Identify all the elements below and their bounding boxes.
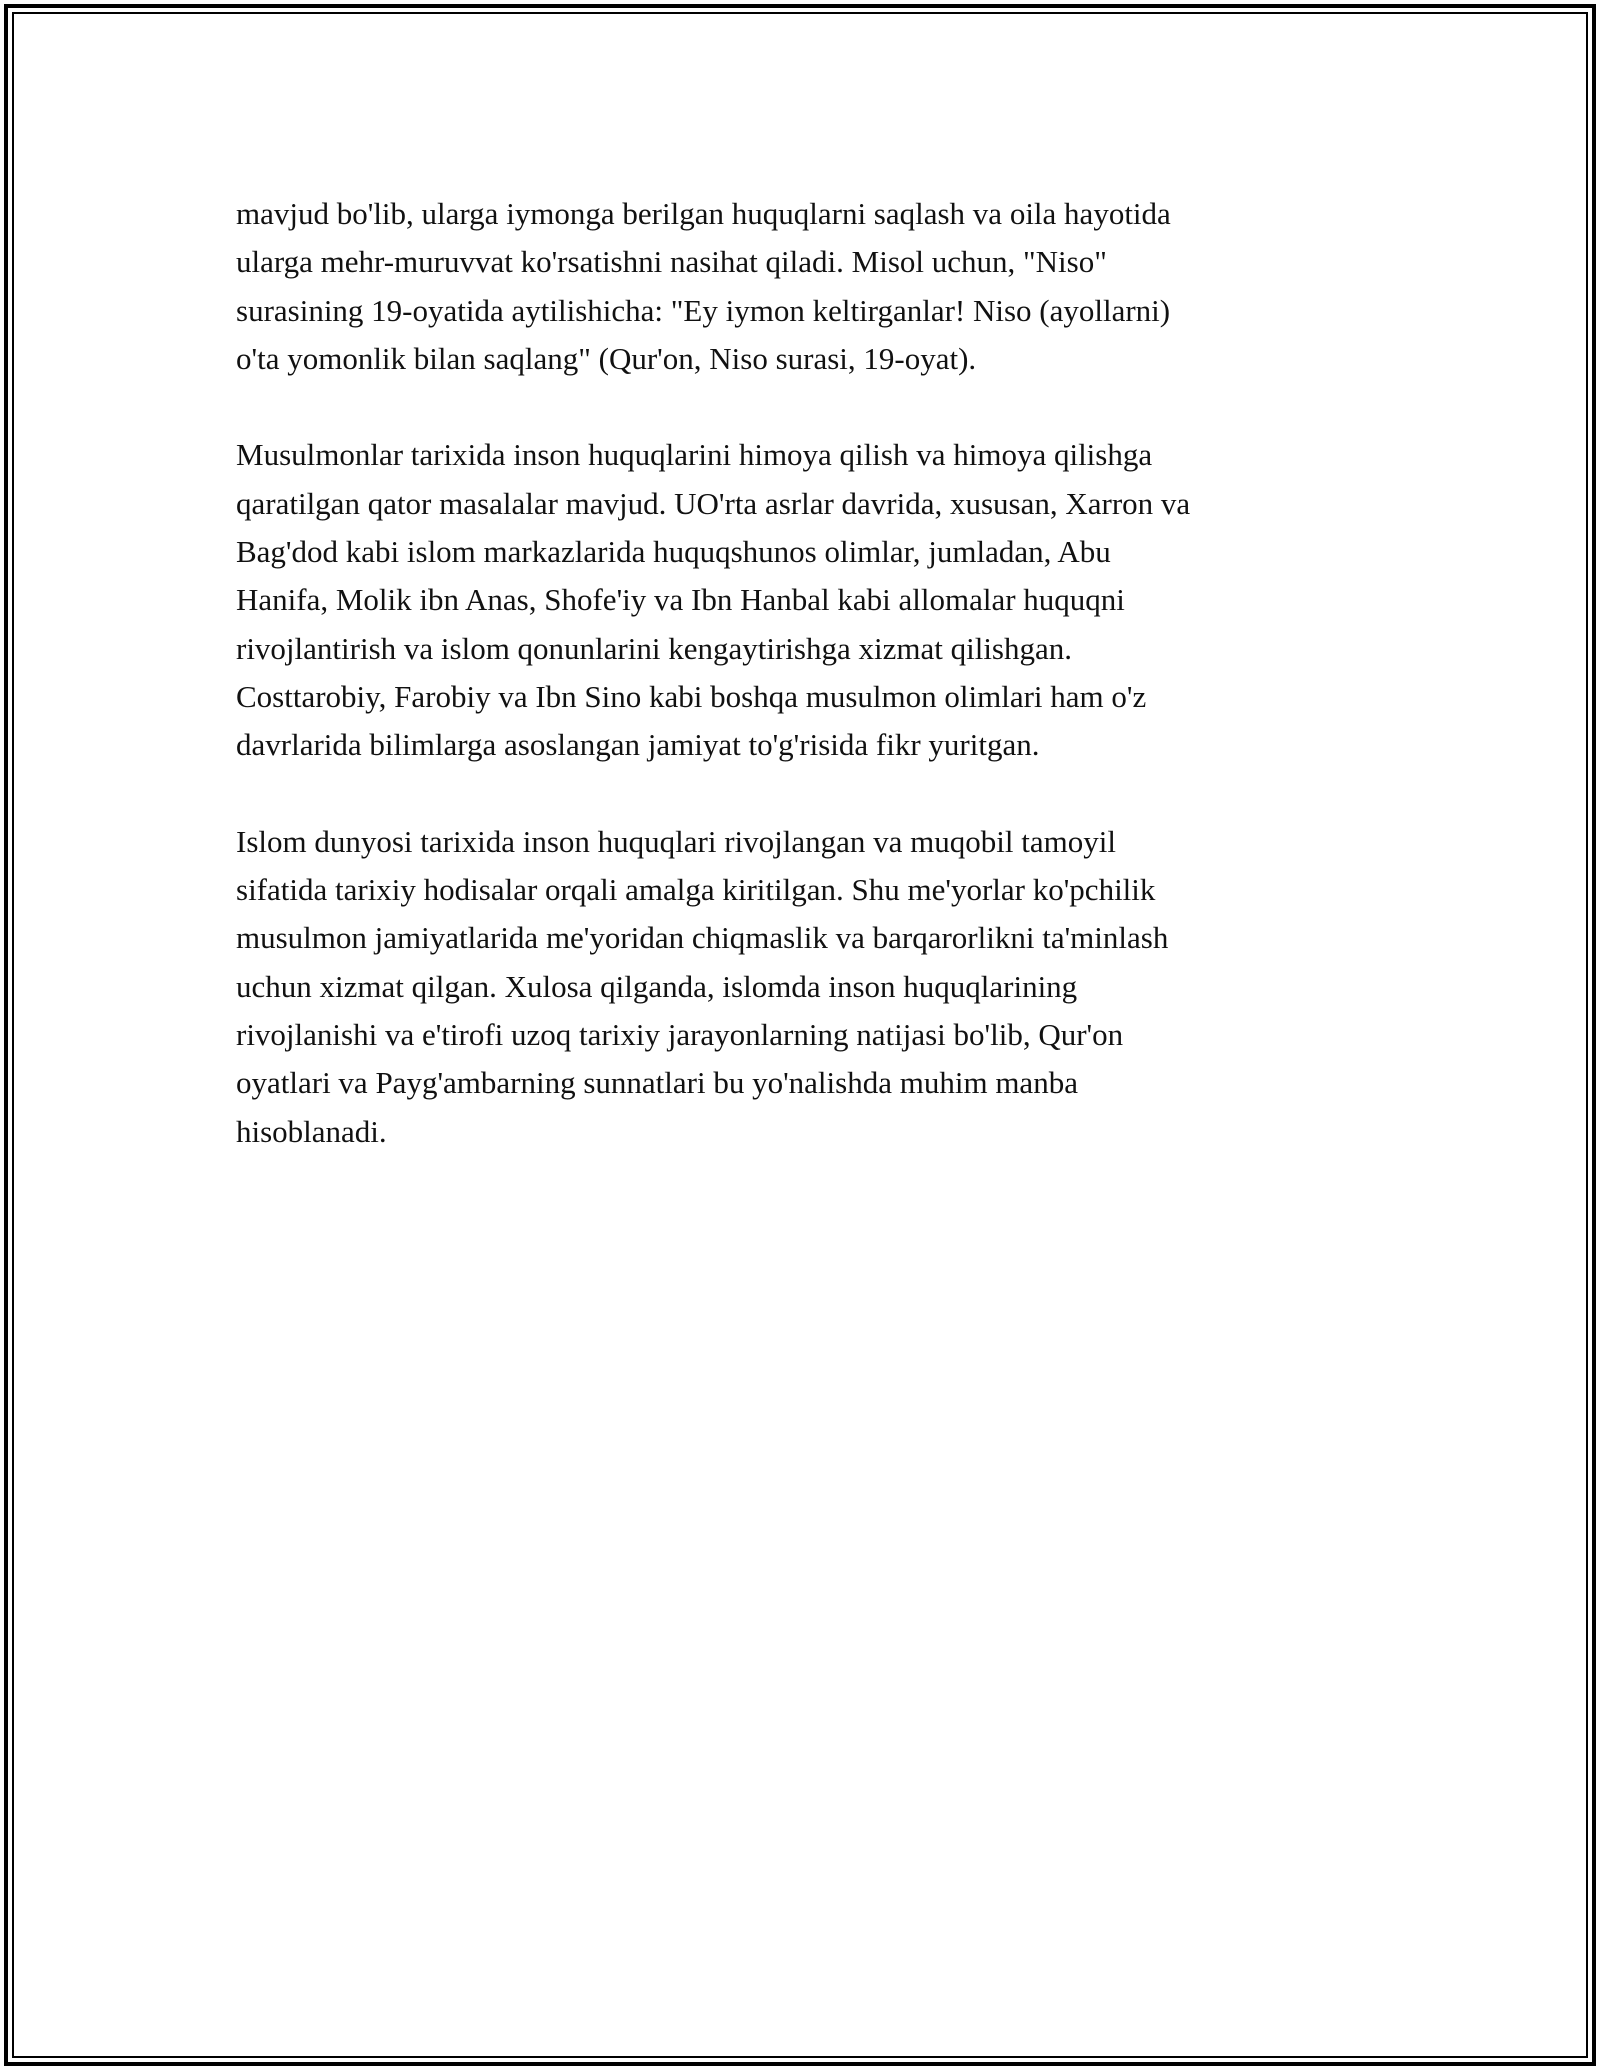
paragraph-2: Musulmonlar tarixida inson huquqlarini himoya qilish va himoya qilishga qaratilgan qator masalalar mavjud. UO'rta asrlar davrida, xususan, Xarron va Bag'dod kabi islom markazlarida huquqshunos olimlar, jumladan, Abu Hanifa, Molik ibn Anas, Shofe'iy va Ibn Hanbal kabi allomalar huquqni rivojlantirish va islom qonunlarini kengaytirishga xizmat qilishgan. Costtarobiy, Farobiy va Ibn Sino kabi boshqa musulmon olimlari ham o'z davrlarida bilimlarga asoslangan jamiyat to'g'risida fikr yuritgan. — [236, 437, 1191, 763]
paragraph-3: Islom dunyosi tarixida inson huquqlari rivojlangan va muqobil tamoyil sifatida tarixiy hodisalar orqali amalga kiritilgan. Shu me'yorlar ko'pchilik musulmon jamiyatlarida me'yoridan chiqmaslik va barqarorlikni ta'minlash uchun xizmat qilgan. Xulosa qilganda, islomda inson huquqlarining rivojlanishi va e'tirofi uzoq tarixiy jarayonlarning natijasi bo'lib, Qur'on oyatlari va Payg'ambarning sunnatlari bu yo'nalishda muhim manba hisoblanadi. — [236, 823, 1169, 1149]
document-body — [236, 190, 1376, 1204]
paragraph-1: mavjud bo'lib, ularga iymonga berilgan huquqlarni saqlash va oila hayotida ularga mehr-muruvvat ko'rsatishni nasihat qiladi. Misol uchun, "Niso" surasining 19-oyatida aytilishicha: "Ey iymon keltirganlar! Niso (ayollarni) o'ta yomonlik bilan saqlang" (Qur'on, Niso surasi, 19-oyat). — [236, 196, 1171, 376]
